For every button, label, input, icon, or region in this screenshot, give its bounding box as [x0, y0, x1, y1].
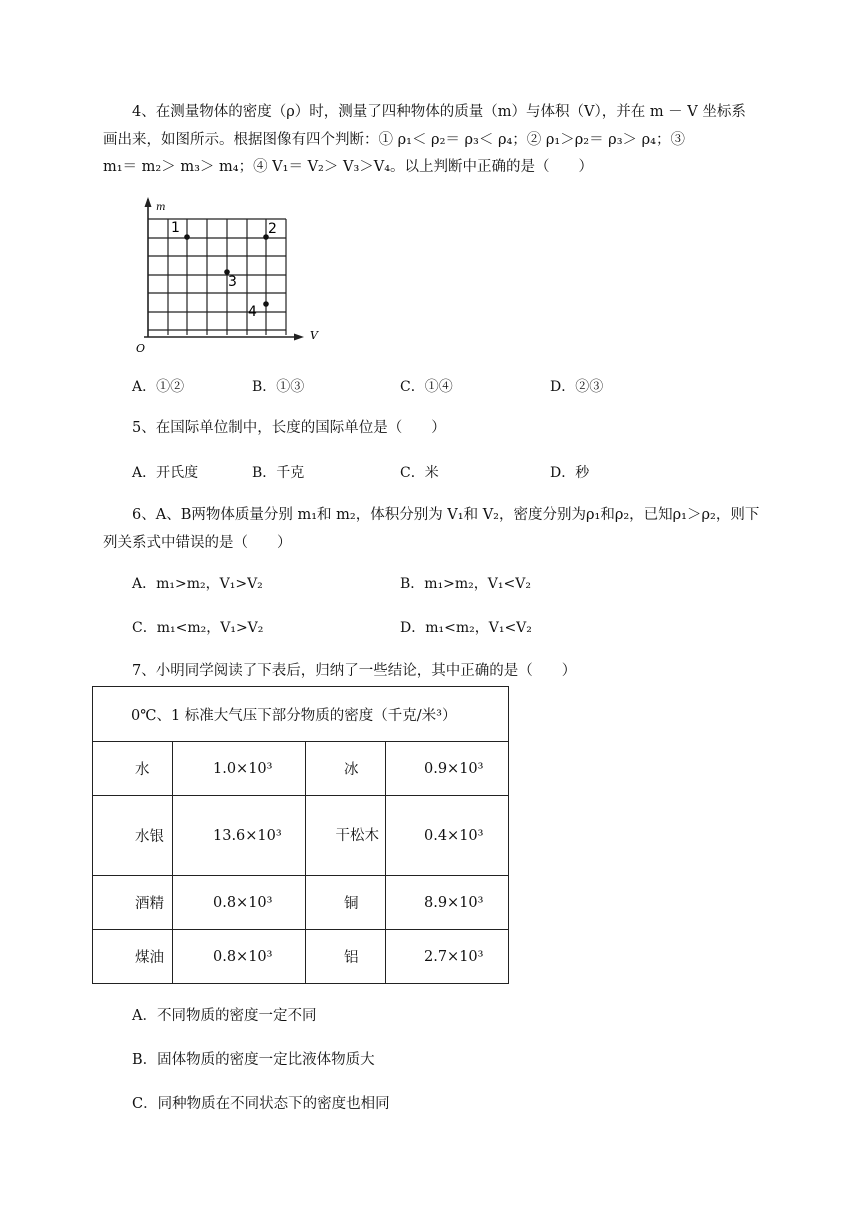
table-row [93, 930, 509, 984]
q7-option-a[interactable]: A．不同物质的密度一定不同 [132, 1008, 317, 1024]
table-row [93, 796, 509, 876]
q5-option-b[interactable]: B．千克 [252, 465, 305, 481]
table-cell: 2.7×10³ [386, 930, 509, 984]
x-axis-label: V [310, 329, 318, 342]
q7-option-c[interactable]: C．同种物质在不同状态下的密度也相同 [132, 1096, 390, 1112]
q6-option-b[interactable]: B．m₁>m₂，V₁<V₂ [400, 576, 531, 592]
q4-line3: m₁＝ m₂＞ m₃＞ m₄；④ V₁＝ V₂＞ V₃＞V₄。以上判断中正确的是（ ） [103, 159, 594, 175]
point-3-label: 3 [228, 274, 237, 290]
table-cell: 铝 [306, 930, 386, 984]
y-axis-label: m [156, 202, 166, 213]
mv-graph [130, 195, 320, 357]
table-cell: 煤油 [93, 930, 173, 984]
q6-option-a[interactable]: A．m₁>m₂，V₁>V₂ [132, 576, 263, 592]
point-4 [263, 301, 269, 307]
table-cell: 0.9×10³ [386, 742, 509, 796]
table-cell: 0.8×10³ [173, 876, 306, 930]
q4-option-a[interactable]: A．①② [132, 379, 185, 395]
table-cell: 水银 [93, 796, 173, 876]
table-cell: 铜 [306, 876, 386, 930]
q4-line2: 画出来，如图所示。根据图像有四个判断：① ρ₁＜ ρ₂＝ ρ₃＜ ρ₄；② ρ₁＞ρ₂＝ ρ₃＞ ρ₄；③ [103, 132, 685, 148]
point-4-label: 4 [248, 304, 257, 320]
table-cell: 干松木 [306, 796, 386, 876]
q5-option-a[interactable]: A．开氏度 [132, 465, 199, 481]
q4-line1: 4、在测量物体的密度（ρ）时，测量了四种物体的质量（m）与体积（V），并在 m － V 坐标系 [132, 104, 746, 120]
point-1-label: 1 [171, 220, 180, 236]
table-cell: 0.8×10³ [173, 930, 306, 984]
point-1 [184, 234, 190, 240]
table-title: 0℃、1 标准大气压下部分物质的密度（千克/米³） [93, 687, 509, 742]
table-cell: 13.6×10³ [173, 796, 306, 876]
q6-option-d[interactable]: D．m₁<m₂，V₁<V₂ [400, 620, 532, 636]
table-cell: 冰 [306, 742, 386, 796]
point-2-label: 2 [268, 221, 277, 237]
density-table [92, 686, 509, 984]
table-row [93, 876, 509, 930]
q6-line1: 6、A、B两物体质量分别 m₁和 m₂，体积分别为 V₁和 V₂，密度分别为ρ₁和ρ₂，已知ρ₁＞ρ₂，则下 [132, 507, 760, 523]
q5-stem: 5、在国际单位制中，长度的国际单位是（ ） [132, 420, 446, 436]
table-cell: 水 [93, 742, 173, 796]
q5-option-c[interactable]: C．米 [400, 465, 439, 481]
table-cell: 8.9×10³ [386, 876, 509, 930]
table-cell: 1.0×10³ [173, 742, 306, 796]
q6-line2: 列关系式中错误的是（ ） [103, 535, 292, 551]
q6-option-c[interactable]: C．m₁<m₂，V₁>V₂ [132, 620, 264, 636]
table-row [93, 742, 509, 796]
origin-label: O [136, 342, 146, 355]
q7-option-b[interactable]: B．固体物质的密度一定比液体物质大 [132, 1052, 375, 1068]
q4-option-c[interactable]: C．①④ [400, 379, 453, 395]
table-cell: 酒精 [93, 876, 173, 930]
q4-option-d[interactable]: D．②③ [550, 379, 604, 395]
q7-stem: 7、小明同学阅读了下表后，归纳了一些结论，其中正确的是（ ） [132, 663, 577, 679]
q5-option-d[interactable]: D．秒 [550, 465, 590, 481]
q4-option-b[interactable]: B．①③ [252, 379, 305, 395]
table-cell: 0.4×10³ [386, 796, 509, 876]
y-axis [145, 197, 152, 337]
